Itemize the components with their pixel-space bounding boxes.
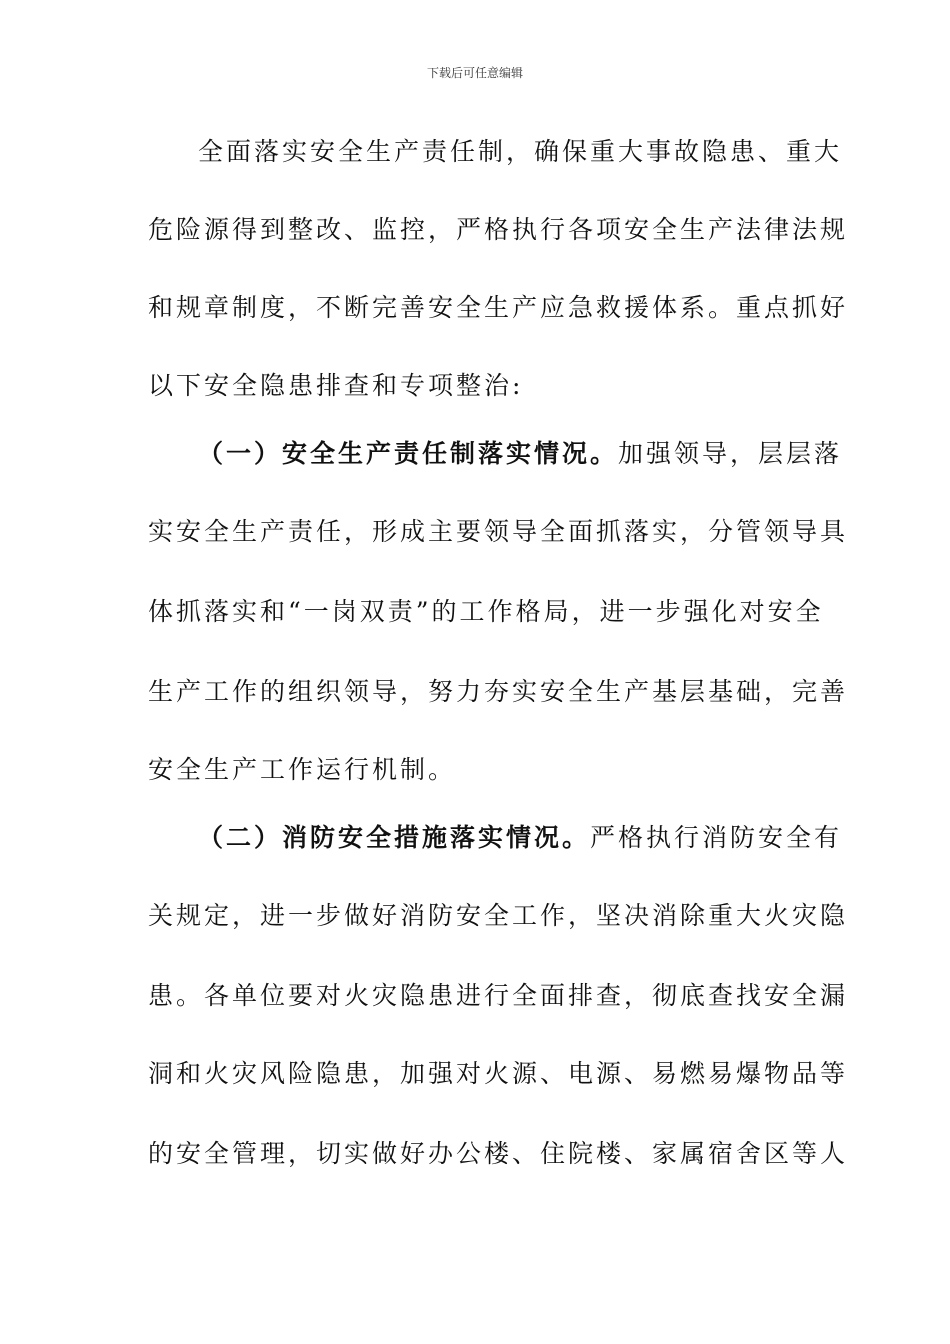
paragraph-line: 生产工作的组织领导，努力夯实安全生产基层基础，完善 <box>148 677 849 706</box>
paragraph-line: 洞和火灾风险隐患，加强对火源、电源、易燃易爆物品等 <box>148 1059 849 1088</box>
paragraph-line: 的安全管理，切实做好办公楼、住院楼、家属宿舍区等人 <box>148 1139 849 1168</box>
section-text: 严格执行消防安全有 <box>590 823 843 852</box>
section-line <box>198 823 842 853</box>
page-header: 下载后可任意编辑 <box>426 66 523 80</box>
paragraph-line: 危险源得到整改、监控，严格执行各项安全生产法律法规 <box>148 215 849 244</box>
section-text: 加强领导，层层落 <box>618 439 843 468</box>
section-heading: （二）消防安全措施落实情况。 <box>198 823 591 852</box>
paragraph-line: 全面落实安全生产责任制，确保重大事故隐患、重大 <box>198 137 843 166</box>
paragraph-line: 以下安全隐患排查和专项整治: <box>148 371 524 400</box>
paragraph-line: 关规定，进一步做好消防安全工作，坚决消除重大火灾隐 <box>148 901 849 930</box>
section-line <box>198 439 842 469</box>
paragraph-line: 实安全生产责任，形成主要领导全面抓落实，分管领导具 <box>148 517 849 546</box>
paragraph-line: 和规章制度，不断完善安全生产应急救援体系。重点抓好 <box>148 293 849 322</box>
paragraph-line: 体抓落实和“一岗双责”的工作格局，进一步强化对安全 <box>148 597 824 626</box>
paragraph-line: 患。各单位要对火灾隐患进行全面排查，彻底查找安全漏 <box>148 981 849 1010</box>
paragraph-line: 安全生产工作运行机制。 <box>148 755 457 784</box>
section-heading: （一）安全生产责任制落实情况。 <box>198 439 619 468</box>
